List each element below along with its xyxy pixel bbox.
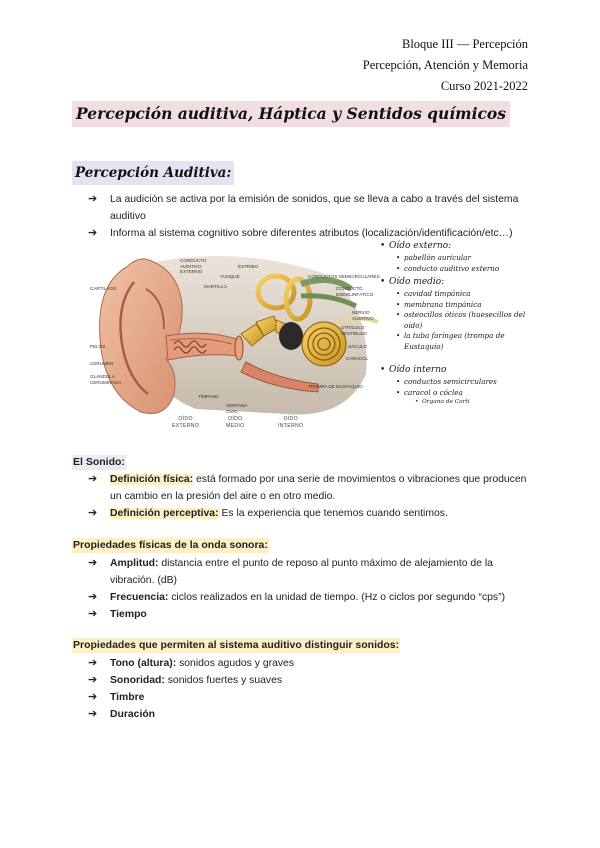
list-item — [88, 672, 538, 689]
ear-anatomy-figure — [86, 244, 386, 434]
arrow-icon: ➔ — [88, 227, 98, 239]
arrow-icon: ➔ — [88, 708, 98, 720]
label-glandula-ceruminosa: GLÁNDULA CERUMINOSA — [90, 374, 122, 385]
list-item: • conducto auditivo externo — [380, 264, 540, 275]
list-item — [88, 589, 538, 606]
note-oido-interno: • Oído interno — [380, 364, 540, 377]
list-item — [88, 689, 538, 706]
list-item — [88, 706, 538, 723]
arrow-icon: ➔ — [88, 608, 98, 620]
part-oido-externo: OÍDO EXTERNO — [172, 416, 200, 429]
list-item — [88, 655, 538, 672]
arrow-icon: ➔ — [88, 557, 98, 569]
arrow-icon: ➔ — [88, 674, 98, 686]
list-item: • la tuba faríngea (trompa de Eustaquio) — [380, 331, 540, 352]
list-item — [88, 191, 538, 225]
term-duracion: Duración — [110, 709, 156, 720]
label-ventana-oval: VENTANA OVAL — [226, 403, 248, 414]
bullet-text: sonidos agudos y graves — [176, 658, 295, 669]
handwritten-notes — [380, 240, 540, 407]
label-martillo: MARTILLO — [204, 284, 227, 289]
bullet-text: Es la experiencia que tenemos cuando sentimos. — [218, 508, 448, 519]
sonido-bullet-list — [88, 471, 538, 522]
arrow-icon: ➔ — [88, 591, 98, 603]
list-item — [88, 505, 538, 522]
propiedades-fisicas-list — [88, 555, 538, 623]
label-conducto-auditivo: CONDUCTO AUDITIVO EXTERNO — [180, 258, 207, 274]
heading-propiedades-auditivas: Propiedades que permiten al sistema auditivo distinguir sonidos: — [73, 639, 400, 651]
label-trompa-eustaquio: TROMPA DE EUSTAQUIO — [308, 384, 363, 389]
list-item: • Órgano de Corti — [380, 398, 540, 407]
list-item — [88, 471, 538, 505]
arrow-icon: ➔ — [88, 507, 98, 519]
label-conductos-semicirculares: CONDUCTOS SEMICIRCULARES — [308, 274, 380, 279]
propiedades-auditivas-list — [88, 655, 538, 723]
part-oido-medio: OÍDO MEDIO — [226, 416, 245, 429]
term-amplitud: Amplitud: — [110, 558, 159, 569]
arrow-icon: ➔ — [88, 657, 98, 669]
label-conducto-endolinfatico: CONDUCTO ENDOLINFÁTICO — [336, 286, 374, 297]
intro-bullet-list — [88, 191, 538, 242]
arrow-icon: ➔ — [88, 193, 98, 205]
list-item: • pabellón auricular — [380, 253, 540, 264]
header-line-curso: Curso 2021-2022 — [440, 79, 528, 93]
bullet-text: ciclos realizados en la unidad de tiempo. (Hz o ciclos por segundo “cps”) — [168, 592, 506, 603]
label-cerumen: CERUMEN — [90, 361, 114, 366]
list-item — [88, 606, 538, 623]
header-line-asignatura: Percepción, Atención y Memoria — [362, 58, 528, 72]
term-tiempo: Tiempo — [110, 609, 147, 620]
list-item: • cavidad timpánica — [380, 289, 540, 300]
list-item — [88, 555, 538, 589]
bullet-text: está formado por una serie de movimientos o vibraciones que producen un cambio en la presión del aire o en otro medio. — [110, 474, 527, 502]
label-estribo: ESTRIBO — [238, 264, 259, 269]
label-utriculo-vestibulo: UTRÍCULO VESTÍBULO — [341, 325, 367, 336]
term-definicion-perceptiva: Definición perceptiva: — [110, 508, 219, 519]
term-sonoridad: Sonoridad: — [110, 675, 165, 686]
label-yunque: YUNQUE — [220, 274, 240, 279]
note-oido-medio: • Oído medio: — [380, 276, 540, 289]
label-saculo: SÁCULO — [348, 344, 367, 349]
section-title-percepcion-auditiva: Percepción Auditiva: — [72, 161, 234, 185]
term-definicion-fisica: Definición física: — [110, 474, 194, 485]
term-frecuencia: Frecuencia: — [110, 592, 169, 603]
heading-propiedades-fisicas: Propiedades físicas de la onda sonora: — [73, 539, 268, 551]
arrow-icon: ➔ — [88, 473, 98, 485]
document-header — [363, 34, 528, 97]
label-cartilago: CARTÍLAGO — [90, 286, 117, 291]
bullet-text: Informa al sistema cognitivo sobre diferentes atributos (localización/identificación/etc…) — [110, 228, 513, 239]
header-line-bloque: Bloque III — Percepción — [401, 37, 528, 51]
label-caracol: CARACOL — [346, 356, 369, 361]
label-timpano: TÍMPANO — [198, 394, 219, 399]
arrow-icon: ➔ — [88, 691, 98, 703]
list-item: • caracol o cóclea — [380, 388, 540, 399]
bullet-text: La audición se activa por la emisión de sonidos, que se lleva a cabo a través del sistema auditivo — [110, 194, 519, 222]
list-item: • conductos semicirculares — [380, 377, 540, 388]
note-oido-externo: • Oído externo: — [380, 240, 540, 253]
term-tono: Tono (altura): — [110, 658, 177, 669]
list-item: • osteocillos óticos (huesecillos del oído) — [380, 310, 540, 331]
term-timbre: Timbre — [110, 692, 145, 703]
label-pelos: PELOS — [90, 344, 106, 349]
heading-el-sonido: El Sonido: — [73, 456, 125, 468]
label-nervio-auditivo: NERVIO AUDITIVO — [352, 310, 374, 321]
bullet-text: sonidos fuertes y suaves — [164, 675, 283, 686]
page-title: Percepción auditiva, Háptica y Sentidos químicos — [72, 101, 510, 127]
bullet-text: distancia entre el punto de reposo al punto máximo de alejamiento de la vibración. (dB) — [110, 558, 493, 586]
list-item: • membrana timpánica — [380, 300, 540, 311]
part-oido-interno: OÍDO INTERNO — [278, 416, 304, 429]
